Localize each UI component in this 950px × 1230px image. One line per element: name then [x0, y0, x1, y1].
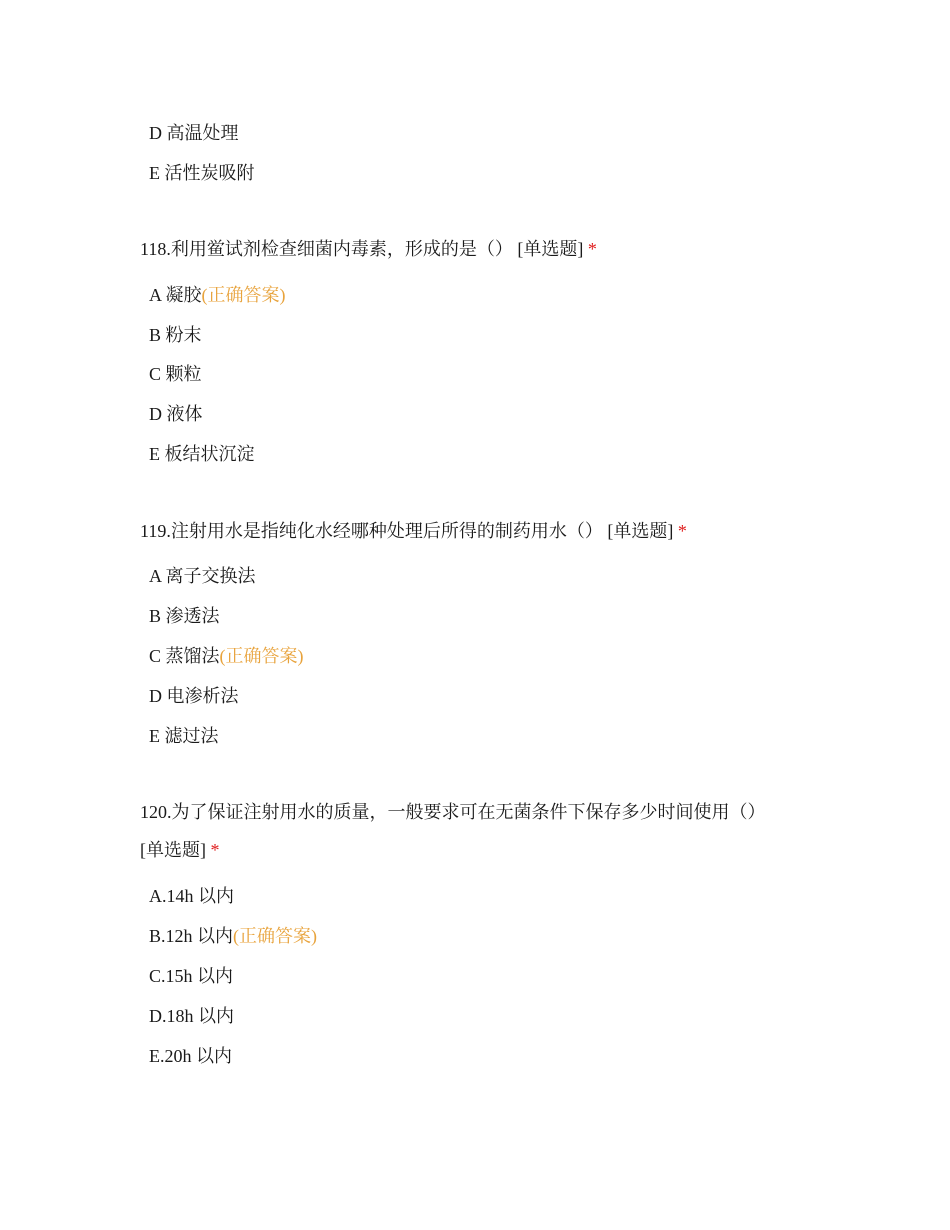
question-title-line-1 — [140, 793, 800, 831]
option-a — [149, 283, 286, 307]
option-text: D 液体 — [149, 404, 203, 424]
option-text: A 凝胶 — [149, 285, 202, 305]
option-e — [149, 1044, 232, 1068]
required-mark: * — [677, 521, 687, 541]
option-d — [149, 1004, 234, 1028]
option-text: D.18h 以内 — [149, 1006, 234, 1026]
option-text: B.12h 以内 — [149, 926, 234, 946]
option-c — [149, 362, 202, 386]
option-c — [149, 644, 304, 668]
option-e — [149, 724, 219, 748]
option-text: E.20h 以内 — [149, 1046, 232, 1066]
question-type-label: [单选题] — [140, 840, 206, 860]
correct-answer-note: (正确答案) — [201, 285, 286, 305]
option-c — [149, 964, 233, 988]
option-e — [149, 161, 255, 185]
required-mark: * — [210, 840, 220, 860]
option-text: C.15h 以内 — [149, 966, 234, 986]
option-text: E 滤过法 — [149, 726, 219, 746]
option-d — [149, 684, 239, 708]
option-b — [149, 604, 220, 628]
question-title — [140, 512, 800, 550]
option-a — [149, 564, 256, 588]
question-title-text: 119.注射用水是指纯化水经哪种处理后所得的制药用水（） [单选题] — [140, 521, 674, 541]
option-text: A 离子交换法 — [149, 566, 256, 586]
question-120 — [140, 793, 800, 869]
option-b — [149, 323, 202, 347]
option-d — [149, 121, 239, 145]
option-text: A.14h 以内 — [149, 886, 234, 906]
option-text: E 活性炭吸附 — [149, 163, 255, 183]
required-mark: * — [587, 239, 597, 259]
option-b — [149, 924, 317, 948]
question-title-text: 120.为了保证注射用水的质量，一般要求可在无菌条件下保存多少时间使用（） — [140, 802, 766, 822]
question-title — [140, 230, 800, 268]
option-a — [149, 884, 234, 908]
correct-answer-note: (正确答案) — [219, 646, 304, 666]
question-title-text: 118.利用鲎试剂检查细菌内毒素，形成的是（） [单选题] — [140, 239, 584, 259]
correct-answer-note: (正确答案) — [233, 926, 318, 946]
option-e — [149, 442, 255, 466]
option-d — [149, 402, 203, 426]
option-text: D 电渗析法 — [149, 686, 239, 706]
question-118 — [140, 230, 800, 268]
option-text: C 蒸馏法 — [149, 646, 220, 666]
option-text: E 板结状沉淀 — [149, 444, 255, 464]
question-title-line-2 — [140, 831, 800, 869]
option-text: D 高温处理 — [149, 123, 239, 143]
question-119 — [140, 512, 800, 550]
option-text: B 渗透法 — [149, 606, 220, 626]
option-text: B 粉末 — [149, 325, 202, 345]
option-text: C 颗粒 — [149, 364, 202, 384]
